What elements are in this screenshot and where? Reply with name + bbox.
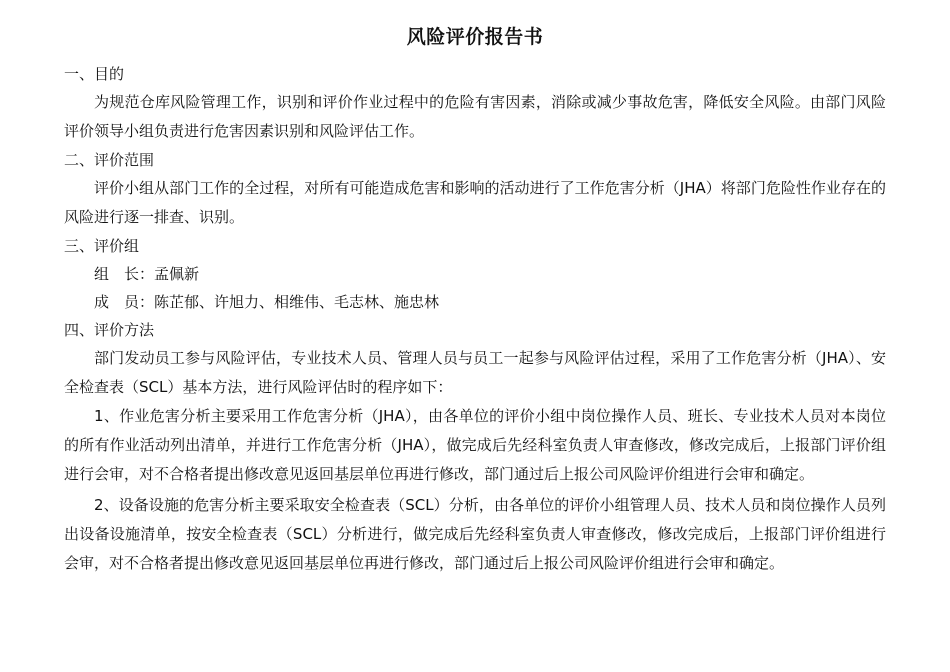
document-title: 风险评价报告书 [406, 26, 544, 48]
section-heading-purpose: 一、目的 [64, 65, 125, 83]
section-heading-method: 四、评价方法 [64, 321, 155, 339]
team-leader: 组 长：孟佩新 [94, 265, 200, 283]
section-heading-team: 三、评价组 [64, 237, 140, 255]
purpose-paragraph: 为规范仓库风险管理工作，识别和评价作业过程中的危险有害因素，消除或减少事故危害，降低安全风险。由部门风险评价领导小组负责进行危害因素识别和风险评估工作。 [64, 93, 886, 140]
method-step-2-paragraph: 2、设备设施的危害分析主要采取安全检查表（SCL）分析，由各单位的评价小组管理人员、技术人员和岗位操作人员列出设备设施清单，按安全检查表（SCL）分析进行，做完成后先经科室负责人审查修改，修改完成后，上报部门评价组进行会审，对不合格者提出修改意见返回基层单位再进行修改，部门通过后上报公司风险评价组进行会审和确定。 [64, 496, 886, 572]
section-heading-scope: 二、评价范围 [64, 151, 155, 169]
scope-paragraph: 评价小组从部门工作的全过程，对所有可能造成危害和影响的活动进行了工作危害分析（JHA）将部门危险性作业存在的风险进行逐一排查、识别。 [64, 179, 886, 226]
method-step-1-paragraph: 1、作业危害分析主要采用工作危害分析（JHA），由各单位的评价小组中岗位操作人员、班长、专业技术人员对本岗位的所有作业活动列出清单，并进行工作危害分析（JHA），做完成后先经科室负责人审查修改，修改完成后，上报部门评价组进行会审，对不合格者提出修改意见返回基层单位再进行修改，部门通过后上报公司风险评价组进行会审和确定。 [64, 407, 886, 483]
method-intro-paragraph: 部门发动员工参与风险评估，专业技术人员、管理人员与员工一起参与风险评估过程，采用了工作危害分析（JHA）、安全检查表（SCL）基本方法，进行风险评估时的程序如下： [64, 349, 886, 396]
team-members: 成 员：陈芷郁、许旭力、相维伟、毛志林、施忠林 [94, 293, 440, 311]
